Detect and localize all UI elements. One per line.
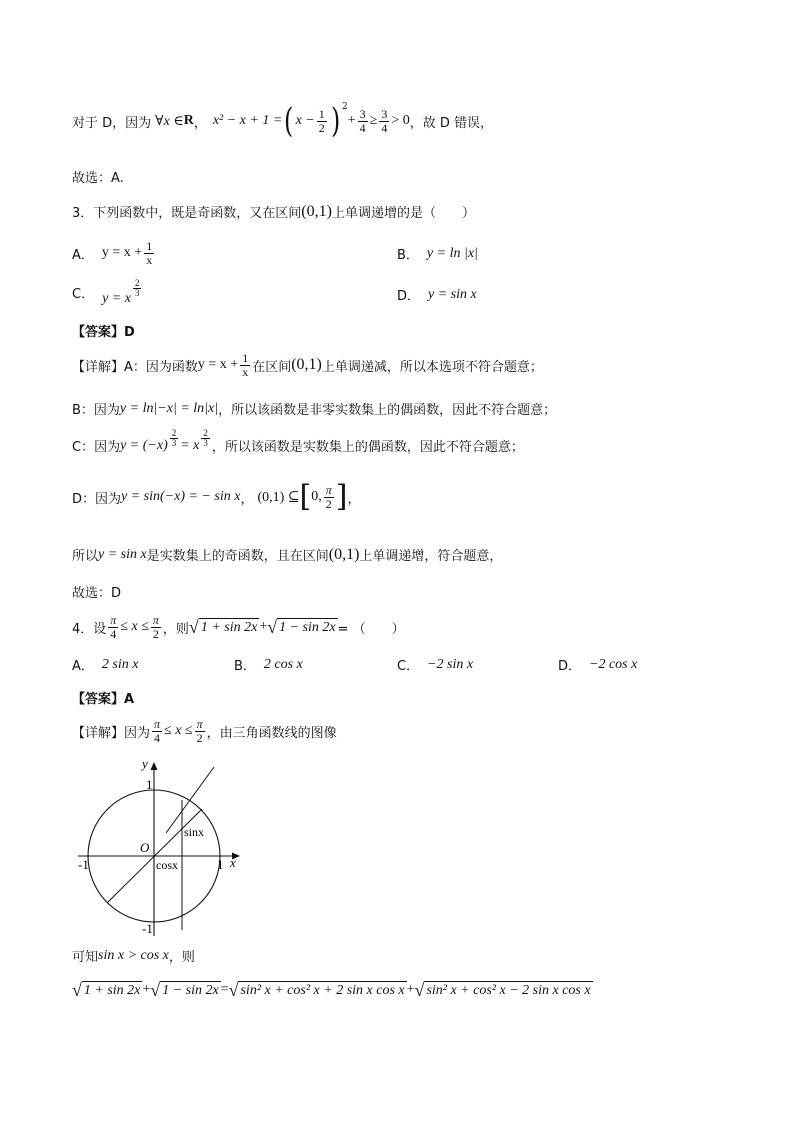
- know-tail: ，则: [168, 950, 195, 965]
- left-paren: (: [284, 101, 294, 141]
- choose-a: 故选：A.: [72, 171, 124, 186]
- unit-circle-figure: [76, 755, 246, 940]
- q3-detail-b: [72, 399, 556, 418]
- fig-x-label: x: [230, 855, 236, 870]
- detail-tail: ，所以该函数是实数集上的偶函数，因此不符合题意；: [211, 440, 524, 456]
- q4-answer: 【答案】A: [72, 692, 135, 707]
- text-lead: 对于 D，因为: [72, 115, 152, 131]
- q3-option-a: [72, 240, 156, 266]
- fig-one-top: 1: [146, 777, 153, 792]
- inequality: ≤ x ≤: [164, 723, 193, 739]
- detail-expr: y = x +: [197, 357, 239, 373]
- conclude-lead: 所以: [72, 549, 99, 564]
- option-label: B．: [397, 248, 419, 263]
- q4-option-c: [397, 655, 473, 674]
- q3-answer: 【答案】D: [72, 325, 135, 340]
- tangent-line: [166, 767, 214, 833]
- sqrt-r1: √ sin² x + cos² x + 2 sin x cos x: [228, 980, 405, 1000]
- half-fraction: $\frac{1}{2}$: [318, 106, 325, 135]
- sqrt-l2: √ 1 − sin 2x: [150, 980, 219, 1000]
- detail-lead: 【详解】因为: [72, 725, 151, 741]
- option-fraction: $\frac{1}{x}$: [146, 239, 153, 267]
- option-label: B．: [234, 659, 256, 674]
- q4-stem-lead: 4．设: [72, 621, 107, 637]
- geq: ≥: [369, 113, 378, 128]
- pi-half-fraction: $\frac{\pi}{2}$: [196, 717, 203, 745]
- detail-sep: ，: [240, 491, 254, 507]
- detail-expr: y = sin(−x) = − sin x: [121, 489, 241, 504]
- pi-half-fraction: $\frac{\pi}{2}$: [325, 482, 332, 511]
- inequality: ≤ x ≤: [120, 619, 149, 635]
- detail-interval: (0,1): [291, 356, 322, 374]
- tail-text: ，故 D 错误，: [409, 115, 494, 131]
- q3-option-c: [72, 278, 143, 306]
- x-minus: x −: [295, 113, 315, 128]
- square-exponent: 2: [342, 102, 348, 112]
- q4-detail: [72, 718, 337, 744]
- detail-mid: 在区间: [252, 359, 292, 375]
- detail-expr: y = ln|−x| = ln|x|: [119, 400, 219, 416]
- pi-quarter-fraction: $\frac{\pi}{4}$: [154, 717, 161, 745]
- sqrt-2: √ 1 − sin 2x: [267, 617, 336, 638]
- option-exponent: $\frac{2}{3}$: [134, 278, 140, 299]
- eq-blank: = （ ）: [337, 621, 405, 637]
- detail-lead: 【详解】A：因为函数: [72, 359, 198, 375]
- sqrt-l1: √ 1 + sin 2x: [72, 980, 141, 1000]
- plus: +: [259, 619, 268, 635]
- know-lead: 可知: [72, 950, 99, 965]
- then: ，则: [162, 621, 189, 637]
- detail-fraction: $\frac{1}{x}$: [242, 351, 249, 379]
- q3-stem-tail: 上单调递增的是（ ）: [331, 206, 475, 221]
- q3-detail-d: [72, 479, 361, 514]
- option-label: A．: [72, 659, 94, 674]
- line-option-d-analysis: [72, 101, 494, 141]
- three-quarter-fraction: $\frac{3}{4}$: [359, 106, 366, 135]
- option-expr: y = sin x: [428, 286, 477, 302]
- sep: ，: [193, 115, 207, 131]
- detail-tail: ，: [347, 491, 361, 507]
- q3-stem: [72, 202, 475, 221]
- detail-lead: B：因为: [72, 403, 120, 418]
- eq: =: [220, 982, 229, 997]
- option-expr: −2 cos x: [589, 656, 638, 672]
- detail-eq: = x: [180, 437, 200, 453]
- fig-one-right: 1: [217, 857, 224, 872]
- option-label: D．: [397, 289, 421, 304]
- detail-tail: ，所以该函数是非零实数集上的偶函数，因此不符合题意；: [218, 403, 557, 418]
- option-expr: 2 cos x: [263, 656, 303, 672]
- pi-half-fraction: $\frac{\pi}{2}$: [152, 613, 159, 641]
- conclude-mid: 是实数集上的奇函数，且在区间: [146, 549, 329, 564]
- plus: +: [347, 113, 356, 128]
- q3-detail-a: [72, 352, 543, 378]
- q4-final-equation: [72, 981, 593, 999]
- option-expr: y = x +: [101, 245, 143, 261]
- fig-sinx-label: sinx: [184, 825, 205, 839]
- fig-minus-one-left: -1: [78, 857, 89, 872]
- fig-origin: O: [140, 840, 150, 855]
- sqrt-r2: √ sin² x + cos² x − 2 sin x cos x: [414, 980, 591, 1000]
- detail-lead: D：因为: [72, 491, 122, 507]
- bracket-zero: 0,: [311, 489, 322, 504]
- detail-tail: ，由三角函数线的图像: [206, 725, 337, 741]
- option-expr: y = x: [102, 290, 131, 306]
- conclude-expr: y = sin x: [98, 546, 147, 562]
- q4-option-b: [234, 655, 303, 674]
- fig-minus-one-bottom: -1: [142, 921, 153, 936]
- conclude-tail: 上单调递增，符合题意，: [359, 549, 503, 564]
- q3-interval: (0,1): [301, 202, 332, 220]
- q3-stem-text: 3．下列函数中，既是奇函数，又在区间: [72, 206, 302, 221]
- option-expr: −2 sin x: [427, 656, 474, 672]
- detail-exponent-1: $\frac{2}{3}$: [171, 428, 177, 449]
- three-quarter-fraction-2: $\frac{3}{4}$: [381, 106, 388, 135]
- expr-left: x² − x + 1 =: [212, 113, 283, 128]
- sqrt-1: √ 1 + sin 2x: [188, 617, 258, 638]
- fig-y-label: y: [142, 756, 148, 771]
- q4-know: [72, 946, 195, 965]
- detail-lead: C：因为: [72, 440, 121, 456]
- detail-exponent-2: $\frac{2}{3}$: [203, 428, 208, 449]
- option-expr: y = ln |x|: [426, 245, 478, 261]
- conclude-interval: (0,1): [328, 545, 360, 563]
- option-label: D．: [558, 659, 582, 674]
- option-label: C．: [72, 287, 95, 303]
- y-axis-arrow: [151, 762, 158, 770]
- option-label: A．: [72, 247, 94, 263]
- reals-symbol: R: [183, 113, 194, 128]
- fig-cosx-label: cosx: [156, 858, 178, 872]
- q4-stem: [72, 614, 405, 640]
- option-expr: 2 sin x: [101, 656, 139, 672]
- left-bracket: [: [299, 479, 312, 514]
- detail-tail: 上单调递减，所以本选项不符合题意；: [321, 359, 543, 375]
- gt-zero: > 0: [391, 113, 410, 128]
- detail-interval: (0,1) ⊆: [257, 489, 300, 505]
- q3-option-d: [397, 285, 477, 304]
- right-bracket: ]: [335, 479, 348, 514]
- forall-expr: ∀x ∈: [155, 113, 184, 129]
- right-paren: ): [330, 101, 341, 141]
- detail-expr: y = (−x): [120, 437, 168, 453]
- pi-quarter-fraction: $\frac{\pi}{4}$: [110, 613, 117, 641]
- q3-conclusion: [72, 545, 502, 564]
- q3-detail-c: [72, 428, 524, 456]
- plus-1: +: [142, 982, 151, 997]
- q4-option-a: [72, 655, 138, 674]
- know-expr: sin x > cos x: [98, 947, 169, 963]
- option-label: C．: [397, 659, 420, 674]
- plus-2: +: [406, 982, 415, 997]
- q4-option-d: [558, 655, 637, 674]
- q3-option-b: [397, 244, 478, 263]
- q3-choose: 故选：D: [72, 586, 122, 601]
